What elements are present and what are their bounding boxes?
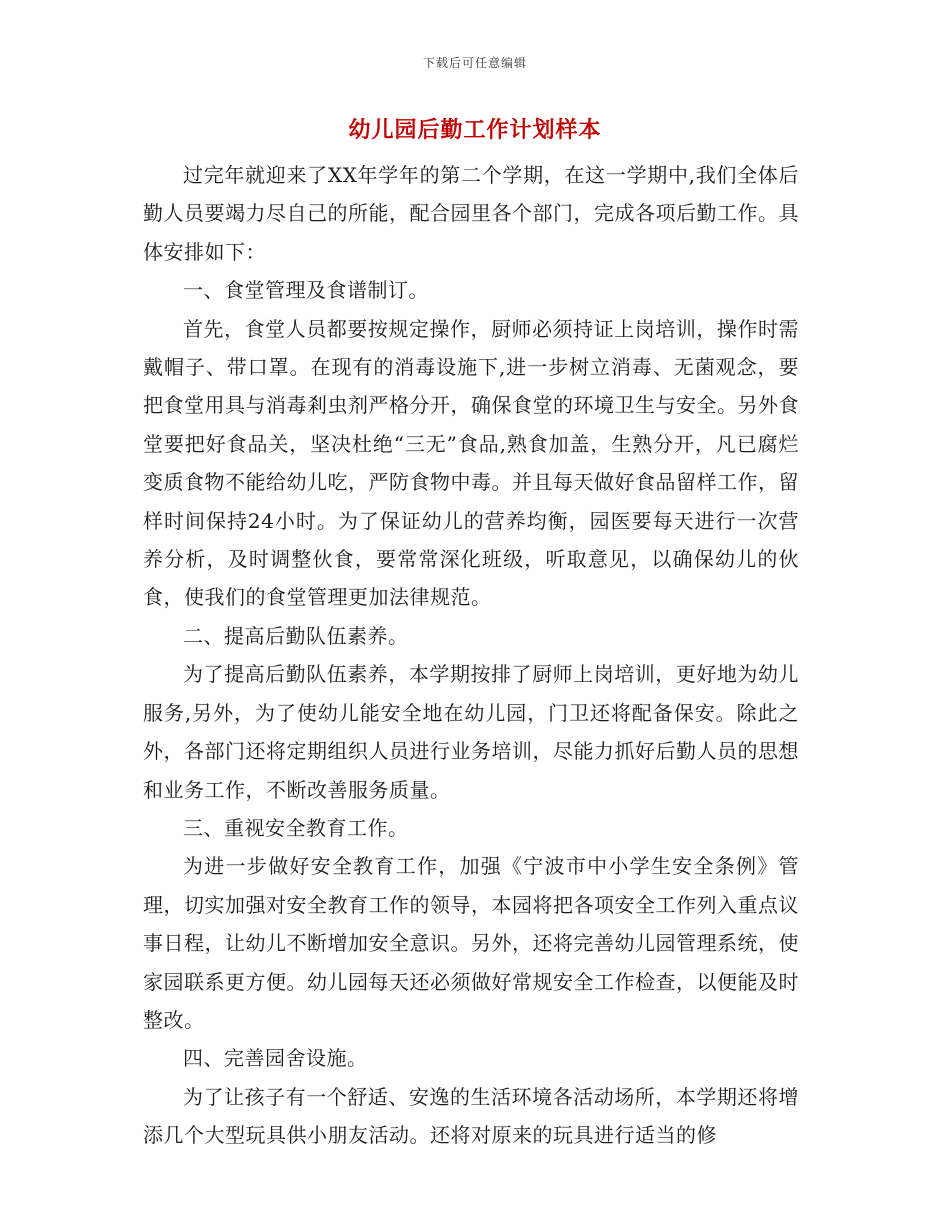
paragraph-intro: 过完年就迎来了XX年学年的第二个学期，在这一学期中,我们全体后勤人员要竭力尽自己的所能，配合园里各个部门，完成各项后勤工作。具体安排如下： xyxy=(143,163,799,264)
paragraph-safety: 为进一步做好安全教育工作，加强《宁波市中小学生安全条例》管理，切实加强对安全教育工作的领导，本园将把各项安全工作列入重点议事日程，让幼儿不断增加安全意识。另外，还将完善幼儿园管理系统，使家园联系更方便。幼儿园每天还必须做好常规安全工作检查，以便能及时整改。 xyxy=(143,854,799,1032)
paragraph-facilities: 为了让孩子有一个舒适、安逸的生活环境各活动场所，本学期还将增添几个大型玩具供小朋友活动。还将对原来的玩具进行适当的修 xyxy=(143,1084,799,1148)
header-note: 下载后可任意编辑 xyxy=(422,56,527,70)
section-heading-safety: 三、重视安全教育工作。 xyxy=(183,815,409,840)
section-heading-facilities: 四、完善园舍设施。 xyxy=(183,1046,368,1071)
section-heading-canteen: 一、食堂管理及食谱制订。 xyxy=(183,278,429,303)
paragraph-canteen: 首先，食堂人员都要按规定操作，厨师必须持证上岗培训，操作时需戴帽子、带口罩。在现有的消毒设施下,进一步树立消毒、无菌观念，要把食堂用具与消毒剎虫剂严格分开，确保食堂的环境卫生与安全。另外食堂要把好食品关，坚决杜绝“三无”食品,熟食加盖，生熟分开，凡已腐烂变质食物不能给幼儿吃，严防食物中毒。并且每天做好食品留样工作，留样时间保持24小时。为了保证幼儿的营养均衡，园医要每天进行一次营养分析，及时调整伙食，要常常深化班级，听取意见，以确保幼儿的伙食，使我们的食堂管理更加法律规范。 xyxy=(143,316,799,610)
document-body xyxy=(143,156,799,1155)
document-title: 幼儿园后勤工作计划样本 xyxy=(348,117,602,143)
paragraph-staff: 为了提高后勤队伍素养，本学期按排了厨师上岗培训，更好地为幼儿服务,另外，为了使幼儿能安全地在幼儿园，门卫还将配备保安。除此之外，各部门还将定期组织人员进行业务培训，尽能力抓好后勤人员的思想和业务工作，不断改善服务质量。 xyxy=(143,662,799,802)
section-heading-staff: 二、提高后勤队伍素养。 xyxy=(183,623,409,648)
